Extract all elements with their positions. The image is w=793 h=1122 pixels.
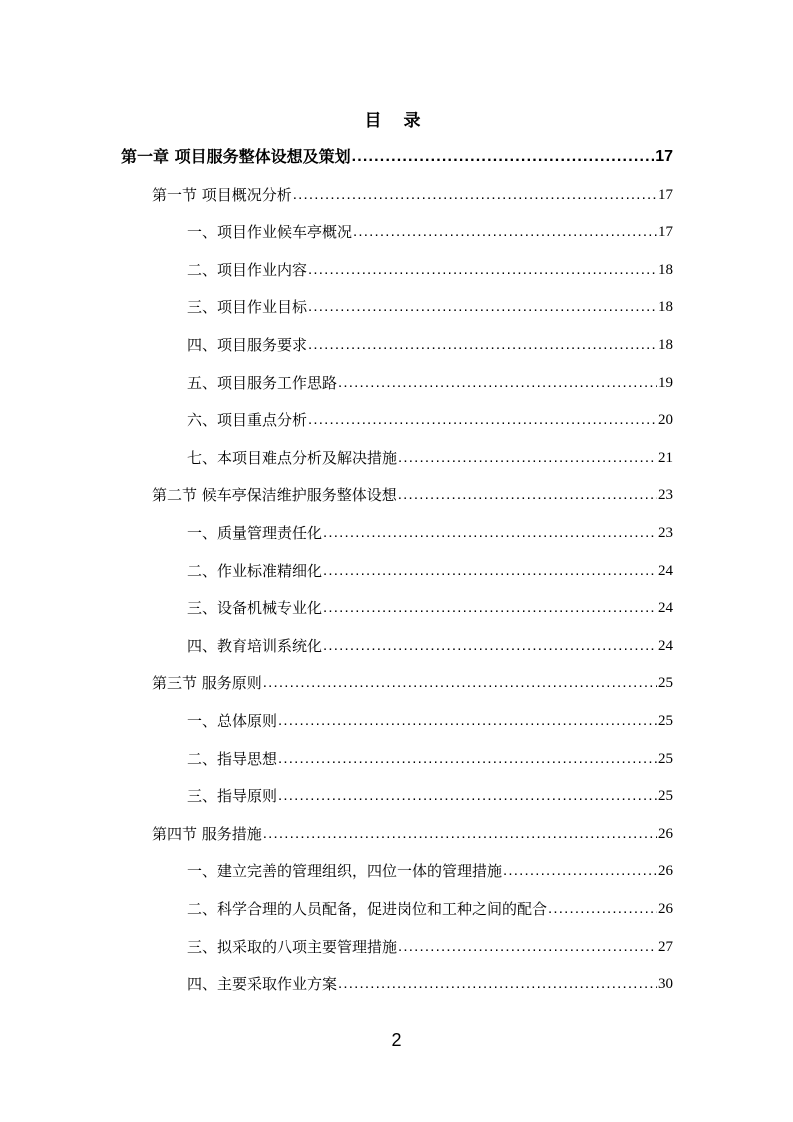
toc-leader-dots xyxy=(323,558,657,584)
toc-leader-dots xyxy=(353,219,657,245)
toc-entry-page: 25 xyxy=(658,713,673,729)
toc-leader-dots xyxy=(323,633,657,659)
toc-entry-label: 三、拟采取的八项主要管理措施 xyxy=(187,937,398,956)
toc-entry-chapter-1[interactable] xyxy=(121,144,673,170)
toc-entry-label: 七、本项目难点分析及解决措施 xyxy=(187,448,398,467)
toc-title: 目 录 xyxy=(364,111,429,131)
toc-entry-item[interactable] xyxy=(187,257,673,283)
toc-leader-dots xyxy=(308,332,657,358)
toc-entry-section[interactable] xyxy=(152,482,673,508)
toc-entry-label: 二、指导思想 xyxy=(187,749,278,768)
toc-leader-dots xyxy=(503,858,657,884)
toc-entry-page: 24 xyxy=(658,562,673,579)
toc-entry-item[interactable] xyxy=(187,558,673,584)
toc-entry-page: 24 xyxy=(658,637,673,654)
toc-entry-label: 第二节 候车亭保洁维护服务整体设想 xyxy=(152,486,397,505)
toc-entry-page: 17 xyxy=(658,186,673,203)
toc-entry-page: 19 xyxy=(658,374,673,391)
toc-leader-dots xyxy=(278,783,657,809)
toc-entry-item[interactable] xyxy=(187,407,673,433)
toc-entry-item[interactable] xyxy=(187,520,673,546)
toc-leader-dots xyxy=(293,182,657,208)
toc-leader-dots xyxy=(308,407,657,433)
toc-entry-page: 26 xyxy=(658,825,673,842)
toc-entry-item[interactable] xyxy=(187,708,673,734)
toc-entry-page: 27 xyxy=(658,938,673,955)
toc-entry-item[interactable] xyxy=(187,971,673,997)
toc-entry-label: 二、作业标准精细化 xyxy=(187,561,323,580)
toc-entry-page: 30 xyxy=(658,976,673,993)
toc-entry-page: 25 xyxy=(658,750,673,767)
toc-entry-page: 18 xyxy=(658,261,673,278)
toc-entry-item[interactable] xyxy=(187,595,673,621)
toc-entry-label: 第四节 服务措施 xyxy=(152,824,262,843)
toc-leader-dots xyxy=(278,746,657,772)
toc-entry-label: 二、项目作业内容 xyxy=(187,260,308,279)
toc-entry-item[interactable] xyxy=(187,783,673,809)
toc-entry-label: 五、项目服务工作思路 xyxy=(187,373,338,392)
toc-entry-label: 第一节 项目概况分析 xyxy=(152,185,292,204)
toc-entry-page: 17 xyxy=(655,148,673,165)
toc-leader-dots xyxy=(263,821,657,847)
toc-entry-label: 第一章 项目服务整体设想及策划 xyxy=(121,147,351,166)
toc-entry-label: 一、总体原则 xyxy=(187,712,278,730)
toc-entry-item[interactable] xyxy=(187,746,673,772)
toc-entry-label: 二、科学合理的人员配备，促进岗位和工种之间的配合 xyxy=(187,900,548,918)
toc-leader-dots xyxy=(398,445,657,471)
toc-entry-page: 21 xyxy=(658,449,673,466)
toc-entry-label: 一、项目作业候车亭概况 xyxy=(187,223,353,242)
toc-entry-label: 三、设备机械专业化 xyxy=(187,599,323,618)
toc-entry-label: 一、建立完善的管理组织，四位一体的管理措施 xyxy=(187,862,503,881)
toc-entry-label: 三、项目作业目标 xyxy=(187,298,308,317)
toc-entry-page: 23 xyxy=(658,525,673,541)
toc-entry-page: 23 xyxy=(658,487,673,504)
toc-leader-dots xyxy=(263,670,657,696)
toc-leader-dots xyxy=(323,595,657,621)
toc-leader-dots xyxy=(308,257,657,283)
toc-entry-item[interactable] xyxy=(187,332,673,358)
toc-entry-item[interactable] xyxy=(187,445,673,471)
toc-leader-dots xyxy=(278,708,657,734)
toc-leader-dots xyxy=(323,520,657,546)
toc-entry-page: 26 xyxy=(658,863,673,880)
toc-entry-item[interactable] xyxy=(187,896,673,922)
toc-leader-dots xyxy=(338,370,657,396)
toc-entry-section[interactable] xyxy=(152,670,673,696)
toc-entry-item[interactable] xyxy=(187,934,673,960)
toc-leader-dots xyxy=(548,896,657,922)
toc-entry-page: 20 xyxy=(658,412,673,429)
toc-entry-item[interactable] xyxy=(187,370,673,396)
toc-entry-item[interactable] xyxy=(187,633,673,659)
toc-entry-section[interactable] xyxy=(152,182,673,208)
toc-entry-page: 18 xyxy=(658,337,673,353)
toc-entry-label: 四、教育培训系统化 xyxy=(187,636,323,655)
toc-entry-page: 17 xyxy=(658,224,673,241)
toc-entry-label: 第三节 服务原则 xyxy=(152,674,262,693)
toc-entry-page: 25 xyxy=(658,788,673,805)
toc-leader-dots xyxy=(398,934,657,960)
toc-entry-label: 三、指导原则 xyxy=(187,787,278,806)
toc-entry-page: 25 xyxy=(658,675,673,692)
toc-entry-label: 四、主要采取作业方案 xyxy=(187,975,338,994)
toc-entry-item[interactable] xyxy=(187,219,673,245)
toc-leader-dots xyxy=(308,294,657,320)
toc-entry-label: 四、项目服务要求 xyxy=(187,336,308,354)
toc-entry-page: 26 xyxy=(658,901,673,917)
toc-entry-label: 一、质量管理责任化 xyxy=(187,524,323,542)
toc-leader-dots xyxy=(352,144,655,170)
toc-entry-item[interactable] xyxy=(187,858,673,884)
page-number: 2 xyxy=(391,1030,402,1050)
toc-entry-page: 24 xyxy=(658,600,673,617)
toc-leader-dots xyxy=(338,971,657,997)
toc-leader-dots xyxy=(398,482,657,508)
toc-entry-page: 18 xyxy=(658,299,673,316)
toc-entry-item[interactable] xyxy=(187,294,673,320)
toc-entry-section[interactable] xyxy=(152,821,673,847)
toc-entry-label: 六、项目重点分析 xyxy=(187,411,308,430)
